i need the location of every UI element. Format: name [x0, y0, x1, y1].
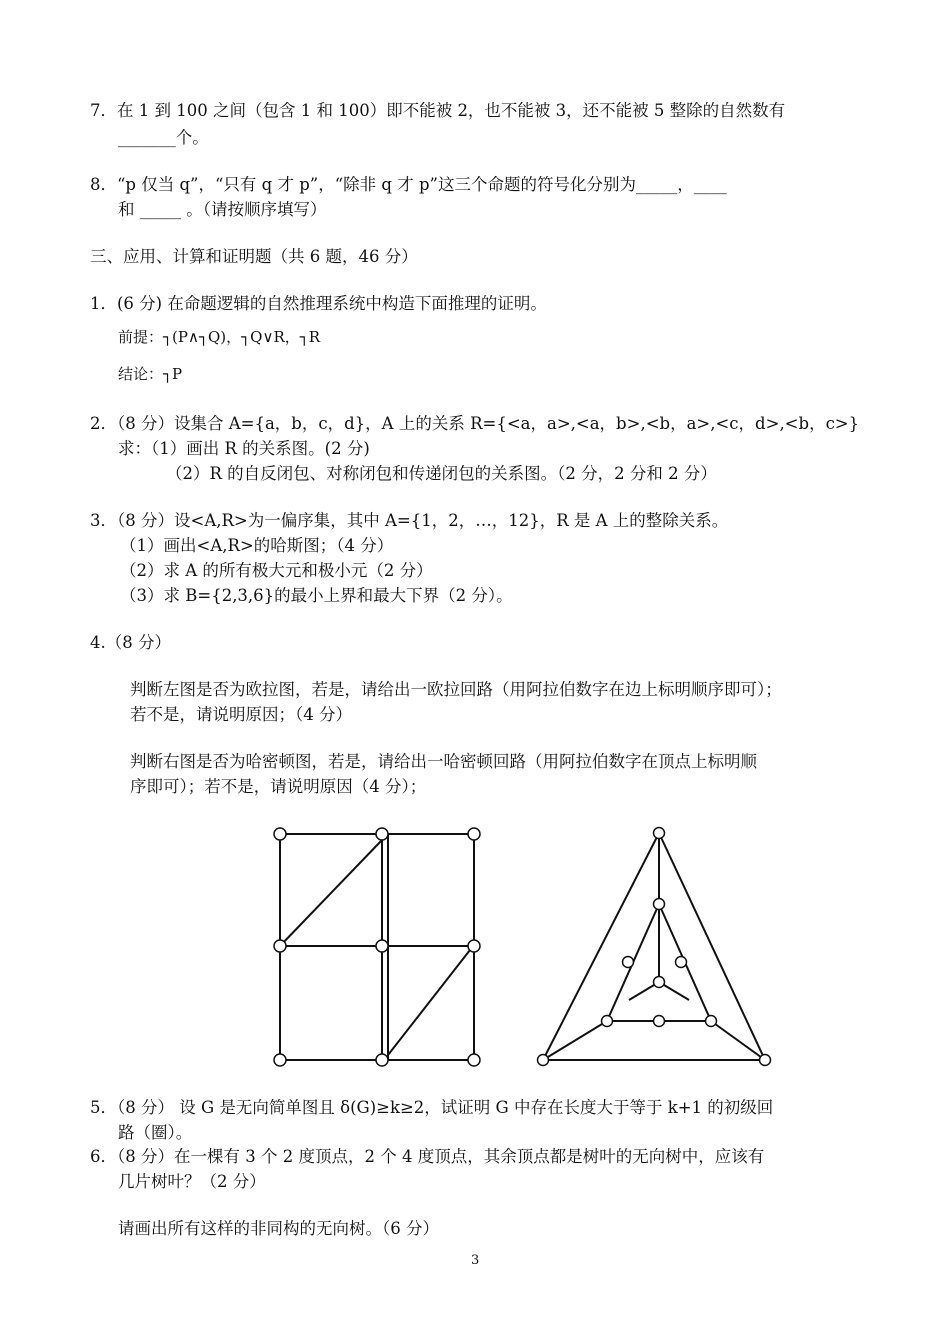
page-number: 3	[471, 1253, 480, 1268]
left-graph-vertex	[468, 940, 480, 952]
problem3-line1: 3．（8 分）设<A,R>为一偏序集，其中 A={1，2，…，12}，R 是 A 上的整除关系。	[90, 511, 729, 530]
problem4-para2-line1: 判断右图是否为哈密顿图，若是，请给出一哈密顿回路（用阿拉伯数字在顶点上标明顺	[130, 752, 757, 771]
problem2-line1: 2．（8 分）设集合 A={a，b，c，d}，A 上的关系 R={<a，a>,<a，b>,<b，a>,<c，d>,<b，c>}	[90, 414, 860, 433]
graph-figures	[260, 820, 800, 1080]
left-graph-vertex	[376, 940, 388, 952]
problem1-conclusion: 结论：┐P	[118, 365, 183, 383]
problem4-title: 4.（8 分）	[90, 633, 171, 652]
right-graph-vertex	[623, 957, 634, 968]
left-graph-vertex	[274, 828, 286, 840]
right-graph-vertex	[760, 1055, 771, 1066]
right-graph	[538, 828, 771, 1066]
left-graph-vertex	[274, 1054, 286, 1066]
problem4-para1-line2: 若不是，请说明原因；（4 分）	[130, 705, 352, 724]
problem1-premise: 前提：┐(P∧┐Q)，┐Q∨R，┐R	[118, 328, 321, 346]
right-graph-vertex	[538, 1055, 549, 1066]
right-graph-vertex	[654, 1016, 665, 1027]
right-graph-vertex	[602, 1016, 613, 1027]
right-graph-vertex	[654, 899, 665, 910]
right-graph-vertex	[654, 828, 665, 839]
problem6-line3: 请画出所有这样的非同构的无向树。（6 分）	[118, 1219, 439, 1238]
section-heading: 三、应用、计算和证明题（共 6 题，46 分）	[90, 247, 418, 266]
left-graph-vertex	[468, 1054, 480, 1066]
problem5-line1: 5．（8 分） 设 G 是无向简单图且 δ(G)≥k≥2，试证明 G 中存在长度大于等于 k+1 的初级回	[90, 1098, 774, 1117]
q7-line1: 7．在 1 到 100 之间（包含 1 和 100）即不能被 2，也不能被 3，还不能被 5 整除的自然数有	[90, 101, 786, 120]
q8-line1: 8．“p 仅当 q”，“只有 q 才 p”，“除非 q 才 p”这三个命题的符号化分别为_____，____	[90, 175, 727, 194]
left-graph	[274, 828, 480, 1066]
left-graph-vertex	[376, 828, 388, 840]
q7-line2: _______个。	[118, 128, 209, 147]
problem6-line2: 几片树叶？（2 分）	[118, 1172, 266, 1191]
problem5-line2: 路（圈）。	[118, 1123, 193, 1142]
problem3-line4: （3）求 B={2,3,6}的最小上界和最大下界（2 分）。	[120, 586, 513, 605]
problem1-title: 1．(6 分) 在命题逻辑的自然推理系统中构造下面推理的证明。	[90, 294, 547, 313]
left-graph-vertex	[274, 940, 286, 952]
problem3-line3: （2）求 A 的所有极大元和极小元（2 分）	[120, 561, 433, 580]
problem3-line2: （1）画出<A,R>的哈斯图；（4 分）	[120, 536, 394, 555]
problem4-para2-line2: 序即可）；若不是，请说明原因（4 分）；	[130, 777, 427, 796]
problem4-para1-line1: 判断左图是否为欧拉图，若是，请给出一欧拉回路（用阿拉伯数字在边上标明顺序即可）；	[130, 680, 782, 699]
right-graph-vertex	[676, 957, 687, 968]
right-graph-vertex	[654, 977, 665, 988]
left-graph-vertex	[376, 1054, 388, 1066]
problem6-line1: 6．（8 分）在一棵有 3 个 2 度顶点，2 个 4 度顶点，其余顶点都是树叶的无向树中，应该有	[90, 1147, 765, 1166]
problem2-line3: （2）R 的自反闭包、对称闭包和传递闭包的关系图。（2 分，2 分和 2 分）	[166, 464, 717, 483]
left-graph-vertex	[468, 828, 480, 840]
q8-line2: 和 _____ 。（请按顺序填写）	[118, 200, 327, 219]
problem2-line2: 求：（1）画出 R 的关系图。(2 分)	[118, 439, 370, 458]
right-graph-vertex	[706, 1016, 717, 1027]
